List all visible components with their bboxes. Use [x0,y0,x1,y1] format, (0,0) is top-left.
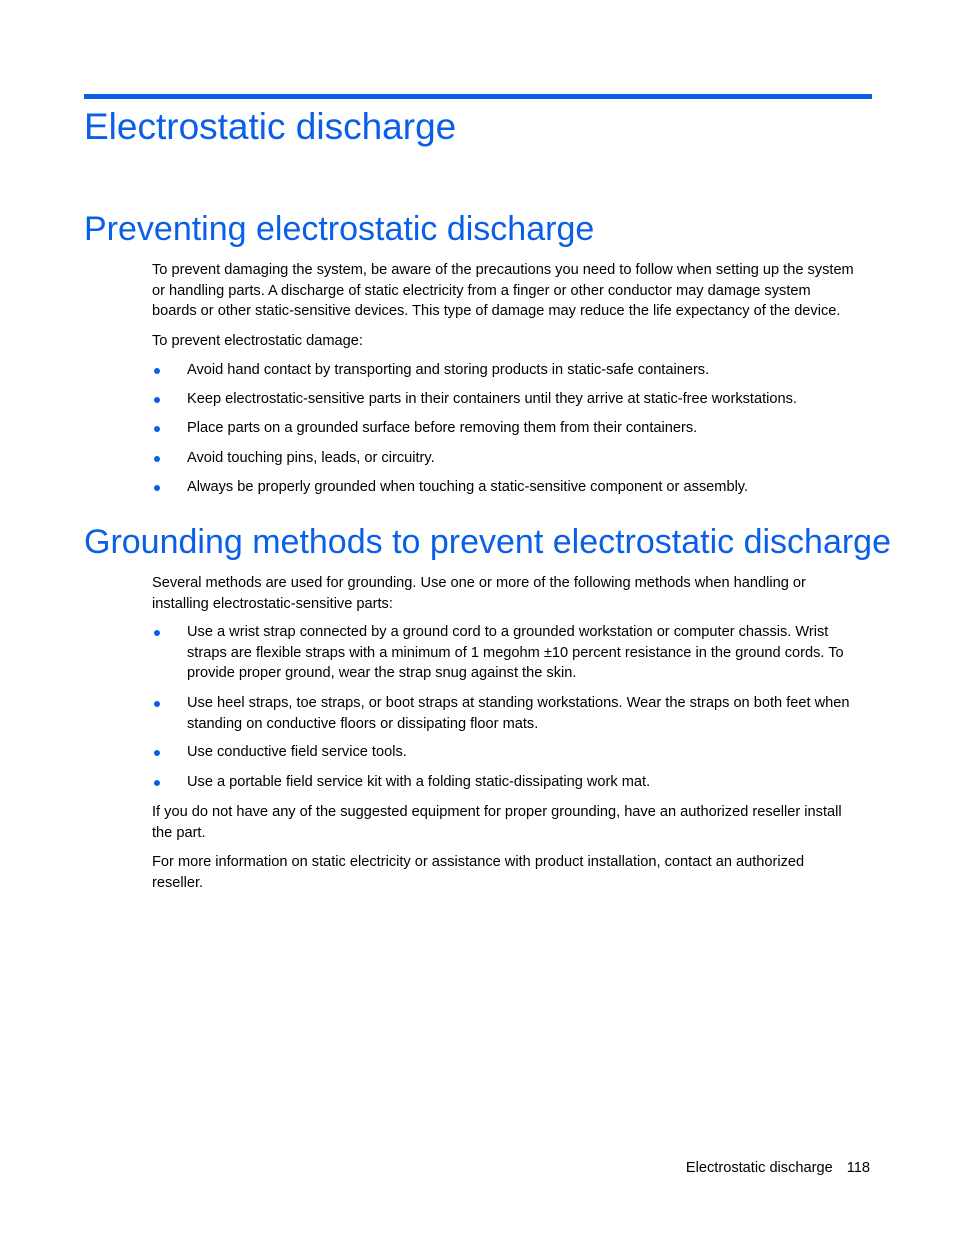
list-item-text: Avoid hand contact by transporting and storing products in static-safe containers. [187,362,710,378]
list-item-text: Place parts on a grounded surface before removing them from their containers. [187,420,698,436]
bullet-dot-icon [154,426,160,432]
paragraph-line: or handling parts. A discharge of static electricity from a finger or other conductor may damage system [152,282,811,299]
paragraph-line: boards or other static-sensitive devices. This type of damage may reduce the life expectancy of the device. [152,303,841,319]
bullet-dot-icon [154,368,160,374]
paragraph-line: Several methods are used for grounding. Use one or more of the following methods when handling or [152,575,806,591]
bullet-dot-icon [154,397,160,403]
list-item-text: Use a portable field service kit with a folding static-dissipating work mat. [187,774,651,790]
list-item-text: Keep electrostatic-sensitive parts in their containers until they arrive at static-free workstations. [187,391,797,407]
paragraph-line: To prevent electrostatic damage: [152,333,363,349]
bullet-dot-icon [154,701,160,707]
bullet-dot-icon [154,485,160,491]
page-footer [686,1158,870,1178]
list-item-text: Use heel straps, toe straps, or boot straps at standing workstations. Wear the straps on both feet when [187,695,850,711]
page-number: 118 [846,1160,870,1176]
preventing-lead-in [152,331,872,352]
grounding-closing-paragraph-2 [152,852,872,893]
list-item-text: straps are flexible straps with a minimum of 1 megohm ±10 percent resistance in the ground cords. To [187,644,844,661]
list-item-text: provide proper ground, wear the strap snug against the skin. [187,665,577,681]
section-title-grounding: Grounding methods to prevent electrostatic discharge [84,523,892,561]
bullet-dot-icon [154,630,160,636]
list-item-text: Always be properly grounded when touching a static-sensitive component or assembly. [187,479,749,495]
list-item-text: Avoid touching pins, leads, or circuitry. [187,450,435,466]
chapter-title: Electrostatic discharge [84,106,457,147]
paragraph-line: If you do not have any of the suggested equipment for proper grounding, have an authorized reseller install [152,804,842,820]
grounding-closing-paragraph-1 [152,802,872,843]
list-item-text: Use a wrist strap connected by a ground cord to a grounded workstation or computer chassis. Wrist [187,624,829,640]
grounding-intro-paragraph [152,573,872,614]
paragraph-line: the part. [152,824,206,841]
footer-section-name: Electrostatic discharge [685,1160,833,1176]
chapter-title-rule [84,94,872,99]
paragraph-line: reseller. [152,874,204,891]
list-item-text: Use conductive field service tools. [187,744,407,760]
paragraph-line: To prevent damaging the system, be aware of the precautions you need to follow when setting up the system [152,262,854,278]
paragraph-line: For more information on static electricity or assistance with product installation, contact an authorized [152,854,805,870]
bullet-dot-icon [154,750,160,756]
bullet-dot-icon [154,780,160,786]
preventing-intro-paragraph [152,260,872,322]
section-title-preventing: Preventing electrostatic discharge [84,210,595,248]
bullet-dot-icon [154,456,160,462]
paragraph-line: installing electrostatic-sensitive parts: [152,595,393,612]
list-item-text: standing on conductive floors or dissipating floor mats. [187,715,539,732]
